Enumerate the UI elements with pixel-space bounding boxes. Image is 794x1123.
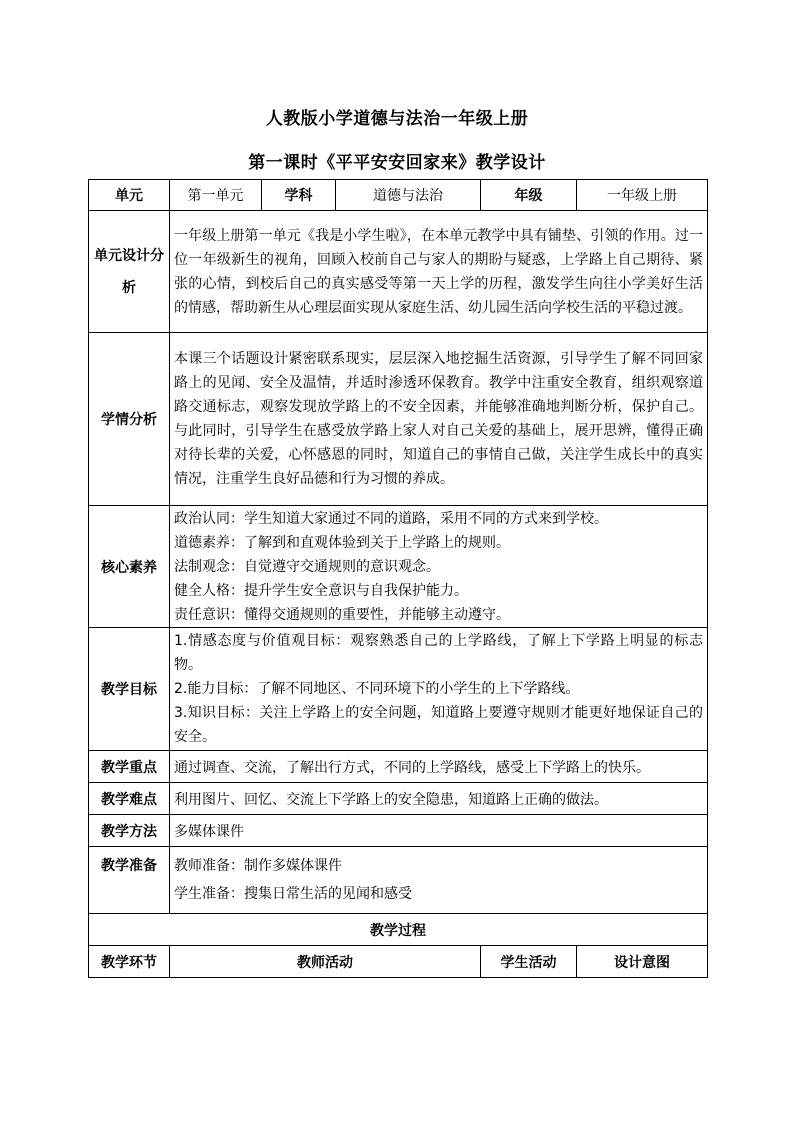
- process-header-stage: 教学环节: [89, 946, 170, 978]
- key-points-text: 通过调查、交流，了解出行方式，不同的上学路线，感受上下学路上的快乐。: [170, 751, 708, 783]
- document-subtitle: 第一课时《平平安安回家来》教学设计: [248, 153, 546, 173]
- process-header-teacher: 教师活动: [170, 946, 481, 978]
- key-points-label: 教学重点: [89, 751, 170, 783]
- process-title-row: [89, 914, 708, 946]
- teaching-method-row: [89, 815, 708, 847]
- core-literacy-item: 法制观念：自觉遵守交通规则的意识观念。: [174, 558, 440, 575]
- lesson-plan-table: [88, 179, 708, 978]
- unit-label: 单元: [89, 180, 170, 211]
- teacher-preparation: 教师准备：制作多媒体课件: [174, 858, 342, 874]
- core-literacy-item: 健全人格：提升学生安全意识与自我保护能力。: [174, 582, 468, 599]
- core-literacy-label: 核心素养: [89, 506, 170, 628]
- teaching-method-label: 教学方法: [89, 815, 170, 847]
- subject-label: 学科: [262, 180, 336, 211]
- process-title: 教学过程: [89, 914, 708, 946]
- subject-value: 道德与法治: [336, 180, 481, 211]
- core-literacy-item: 政治认同：学生知道大家通过不同的道路，采用不同的方式来到学校。: [174, 510, 608, 527]
- student-analysis-row: [89, 333, 708, 506]
- preparation-row: [89, 847, 708, 914]
- info-row: [89, 180, 708, 211]
- difficult-points-text: 利用图片、回忆、交流上下学路上的安全隐患，知道路上正确的做法。: [170, 783, 708, 815]
- grade-label: 年级: [481, 180, 577, 211]
- preparation-label: 教学准备: [89, 847, 170, 914]
- unit-design-label: 单元设计分析: [89, 211, 170, 333]
- unit-design-text: 一年级上册第一单元《我是小学生啦》，在本单元教学中具有铺垫、引领的作用。过一位一年级新生的视角，回顾入校前自己与家人的期盼与疑惑，上学路上自己期待、紧张的心情，到校后自己的真实感受等第一天上学的历程，激发学生向往小学美好生活的情感，帮助新生从心理层面实现从家庭生活、幼儿园生活向学校生活的平稳过渡。: [170, 211, 708, 333]
- teaching-goal-item: 3.知识目标：关注上学路上的安全问题，知道路上要遵守规则才能更好地保证自己的安全。: [174, 705, 703, 745]
- difficult-points-label: 教学难点: [89, 783, 170, 815]
- difficult-points-row: [89, 783, 708, 815]
- unit-value: 第一单元: [170, 180, 262, 211]
- teaching-goals-list: [170, 628, 708, 751]
- core-literacy-item: 道德素养：了解到和直观体验到关于上学路上的规则。: [174, 534, 510, 551]
- student-analysis-text: 本课三个话题设计紧密联系现实，层层深入地挖掘生活资源，引导学生了解不同回家路上的见闻、安全及温情，并适时渗透环保教育。教学中注重安全教育，组织观察道路交通标志，观察发现放学路上的不安全因素，并能够准确地判断分析，保护自己。与此同时，引导学生在感受放学路上家人对自己关爱的基础上，展开思辨，懂得正确对待长辈的关爱，心怀感恩的同时，知道自己的事情自己做，关注学生成长中的真实情况，注重学生良好品德和行为习惯的养成。: [170, 333, 708, 506]
- process-header-student: 学生活动: [481, 946, 577, 978]
- student-preparation: 学生准备：搜集日常生活的见闻和感受: [174, 886, 412, 902]
- teaching-method-text: 多媒体课件: [170, 815, 708, 847]
- core-literacy-item: 责任意识：懂得交通规则的重要性，并能够主动遵守。: [174, 606, 510, 623]
- key-points-row: [89, 751, 708, 783]
- teaching-goal-item: 1.情感态度与价值观目标：观察熟悉自己的上学路线，了解上下学路上明显的标志物。: [174, 633, 703, 673]
- core-literacy-list: [170, 506, 708, 628]
- document-title: 人教版小学道德与法治一年级上册: [265, 109, 529, 129]
- teaching-goals-row: [89, 628, 708, 751]
- unit-design-row: [89, 211, 708, 333]
- teaching-goals-label: 教学目标: [89, 628, 170, 751]
- preparation-text: [170, 847, 708, 914]
- process-header-intent: 设计意图: [577, 946, 708, 978]
- student-analysis-label: 学情分析: [89, 333, 170, 506]
- process-header-row: [89, 946, 708, 978]
- grade-value: 一年级上册: [577, 180, 708, 211]
- core-literacy-row: [89, 506, 708, 628]
- teaching-goal-item: 2.能力目标：了解不同地区、不同环境下的小学生的上下学路线。: [174, 681, 580, 697]
